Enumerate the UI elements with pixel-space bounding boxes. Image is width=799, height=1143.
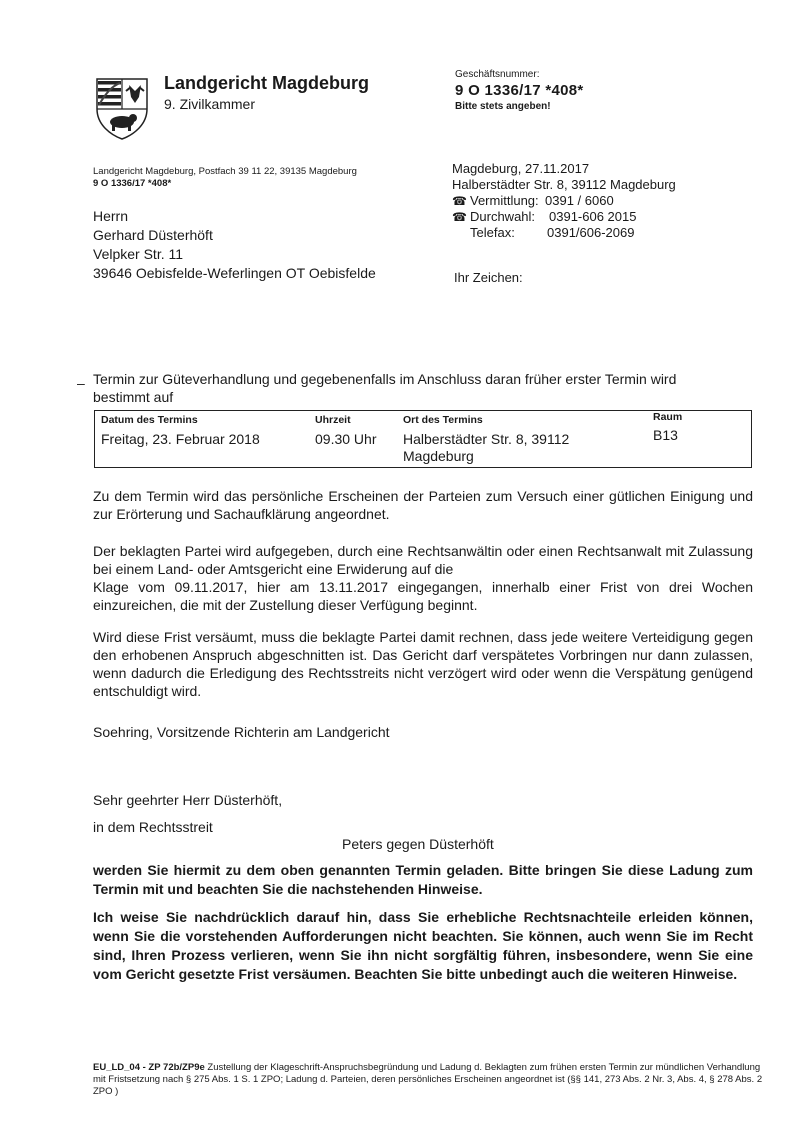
form-footer — [93, 1062, 773, 1098]
recipient-name: Gerhard Düsterhöft — [93, 227, 213, 243]
recipient-salutation: Herrn — [93, 208, 129, 224]
time-header: Uhrzeit — [315, 414, 351, 426]
appointment-time: 09.30 Uhr — [315, 431, 377, 447]
reply-order-line-1: Der beklagten Partei wird aufgegeben, durch eine Rechtsanwältin oder einen Rechtsanwalt mit Zulassung bei einem Land- oder Amtsgericht eine Erwiderung auf die — [93, 543, 753, 577]
appointment-table — [94, 410, 752, 468]
chamber-name: 9. Zivilkammer — [164, 96, 256, 112]
form-code: EU_LD_04 - ZP 72b/ZP9e — [93, 1062, 205, 1073]
phone-icon: ☎ — [452, 194, 467, 208]
reference-label: Geschäftsnummer: — [455, 69, 540, 80]
phone-icon: ☎ — [452, 210, 467, 224]
reference-number: 9 O 1336/17 *408* — [455, 82, 584, 99]
court-address: Halberstädter Str. 8, 39112 Magdeburg — [452, 177, 676, 192]
form-description: Zustellung der Klageschrift-Anspruchsbegründung und Ladung d. Beklagten zum frühen ersten Termin zur mündlichen Verhandlung mit Fristsetzung nach § 275 Abs. 1 S. 1 ZPO; Ladung d. Parteien, deren persönliches Erscheinen angeordnet ist (§§ 141, 273 Abs. 2 Nr. 3, Abs. 4, § 278 Abs. 2 ZPO ) — [93, 1062, 763, 1097]
paragraph-attendance: Zu dem Termin wird das persönliche Erscheinen der Parteien zum Versuch einer gütlichen Einigung und zur Erörterung und Sachaufklärung angeordnet. — [93, 488, 753, 522]
recipient-address — [93, 207, 376, 283]
sender-line — [93, 166, 357, 190]
court-name: Landgericht Magdeburg — [164, 73, 370, 93]
appointment-intro: Termin zur Güteverhandlung und gegebenenfalls im Anschluss daran früher erster Termin wird bestimmt auf — [93, 371, 677, 405]
appointment-date: Freitag, 23. Februar 2018 — [101, 431, 260, 447]
reference-note: Bitte stets angeben! — [455, 101, 551, 112]
fax-number: 0391/606-2069 — [547, 225, 635, 240]
case-parties: Peters gegen Düsterhöft — [342, 836, 494, 852]
place-date: Magdeburg, 27.11.2017 — [452, 161, 590, 176]
appointment-place — [403, 431, 569, 465]
judge-signature: Soehring, Vorsitzende Richterin am Landgericht — [93, 724, 390, 740]
case-intro: in dem Rechtsstreit — [93, 819, 213, 835]
direct-row — [452, 209, 676, 225]
summons-notice: werden Sie hiermit zu dem oben genannten Termin geladen. Bitte bringen Sie diese Ladung zum Termin mit und beachten Sie die nachstehenden Hinweise. — [93, 862, 753, 897]
recipient-street: Velpker Str. 11 — [93, 246, 184, 262]
legal-warning: Ich weise Sie nachdrücklich darauf hin, dass Sie erhebliche Rechtsnachteile erleiden können, wenn Sie die vorstehenden Aufforderungen nicht beachten. Sie können, auch wenn Sie im Recht sind, Ihren Prozess verlieren, wenn Sie ihn nicht sorgfältig führen, insbesondere, wenn Sie eine vom Gericht gesetzte Frist versäumen. Beachten Sie bitte unbedingt auch die weiteren Hinweise. — [93, 909, 753, 982]
date-header: Datum des Termins — [101, 414, 198, 426]
coat-of-arms-icon — [93, 75, 151, 141]
contact-block — [452, 161, 676, 241]
fax-row — [452, 225, 676, 241]
margin-mark: – — [77, 375, 85, 391]
paragraph-deadline-warning: Wird diese Frist versäumt, muss die beklagte Partei damit rechnen, dass jede weitere Verteidigung gegen den erhobenen Anspruch abgeschnitten ist. Das Gericht darf verspätetes Vorbringen nur dann zulassen, wenn dadurch die Erledigung des Rechtsstreits nicht verzögert wird oder wenn die Verspätung genügend entschuldigt wird. — [93, 629, 753, 699]
reply-order-line-2: Klage vom 09.11.2017, hier am 13.11.2017 eingegangen, innerhalb einer Frist von drei Wochen einzureichen, die mit der Zustellung dieser Verfügung beginnt. — [93, 579, 753, 613]
greeting: Sehr geehrter Herr Düsterhöft, — [93, 792, 283, 808]
paragraph-reply-order — [93, 542, 753, 614]
switchboard-number: 0391 / 6060 — [545, 193, 614, 208]
your-reference-label: Ihr Zeichen: — [454, 270, 523, 285]
appointment-room: B13 — [653, 427, 678, 443]
fax-label: Telefax: — [470, 225, 515, 240]
place-line-2: Magdeburg — [403, 448, 474, 464]
place-line-1: Halberstädter Str. 8, 39112 — [403, 431, 570, 447]
place-header: Ort des Termins — [403, 414, 483, 426]
sender-reference: 9 O 1336/17 *408* — [93, 178, 172, 189]
sender-address: Landgericht Magdeburg, Postfach 39 11 22, 39135 Magdeburg — [93, 166, 357, 177]
recipient-city: 39646 Oebisfelde-Weferlingen OT Oebisfelde — [93, 265, 376, 281]
switchboard-label: Vermittlung: — [470, 193, 539, 208]
room-header: Raum — [653, 411, 683, 423]
switchboard-row — [452, 193, 676, 209]
direct-number: 0391-606 2015 — [549, 209, 637, 224]
direct-label: Durchwahl: — [470, 209, 536, 224]
